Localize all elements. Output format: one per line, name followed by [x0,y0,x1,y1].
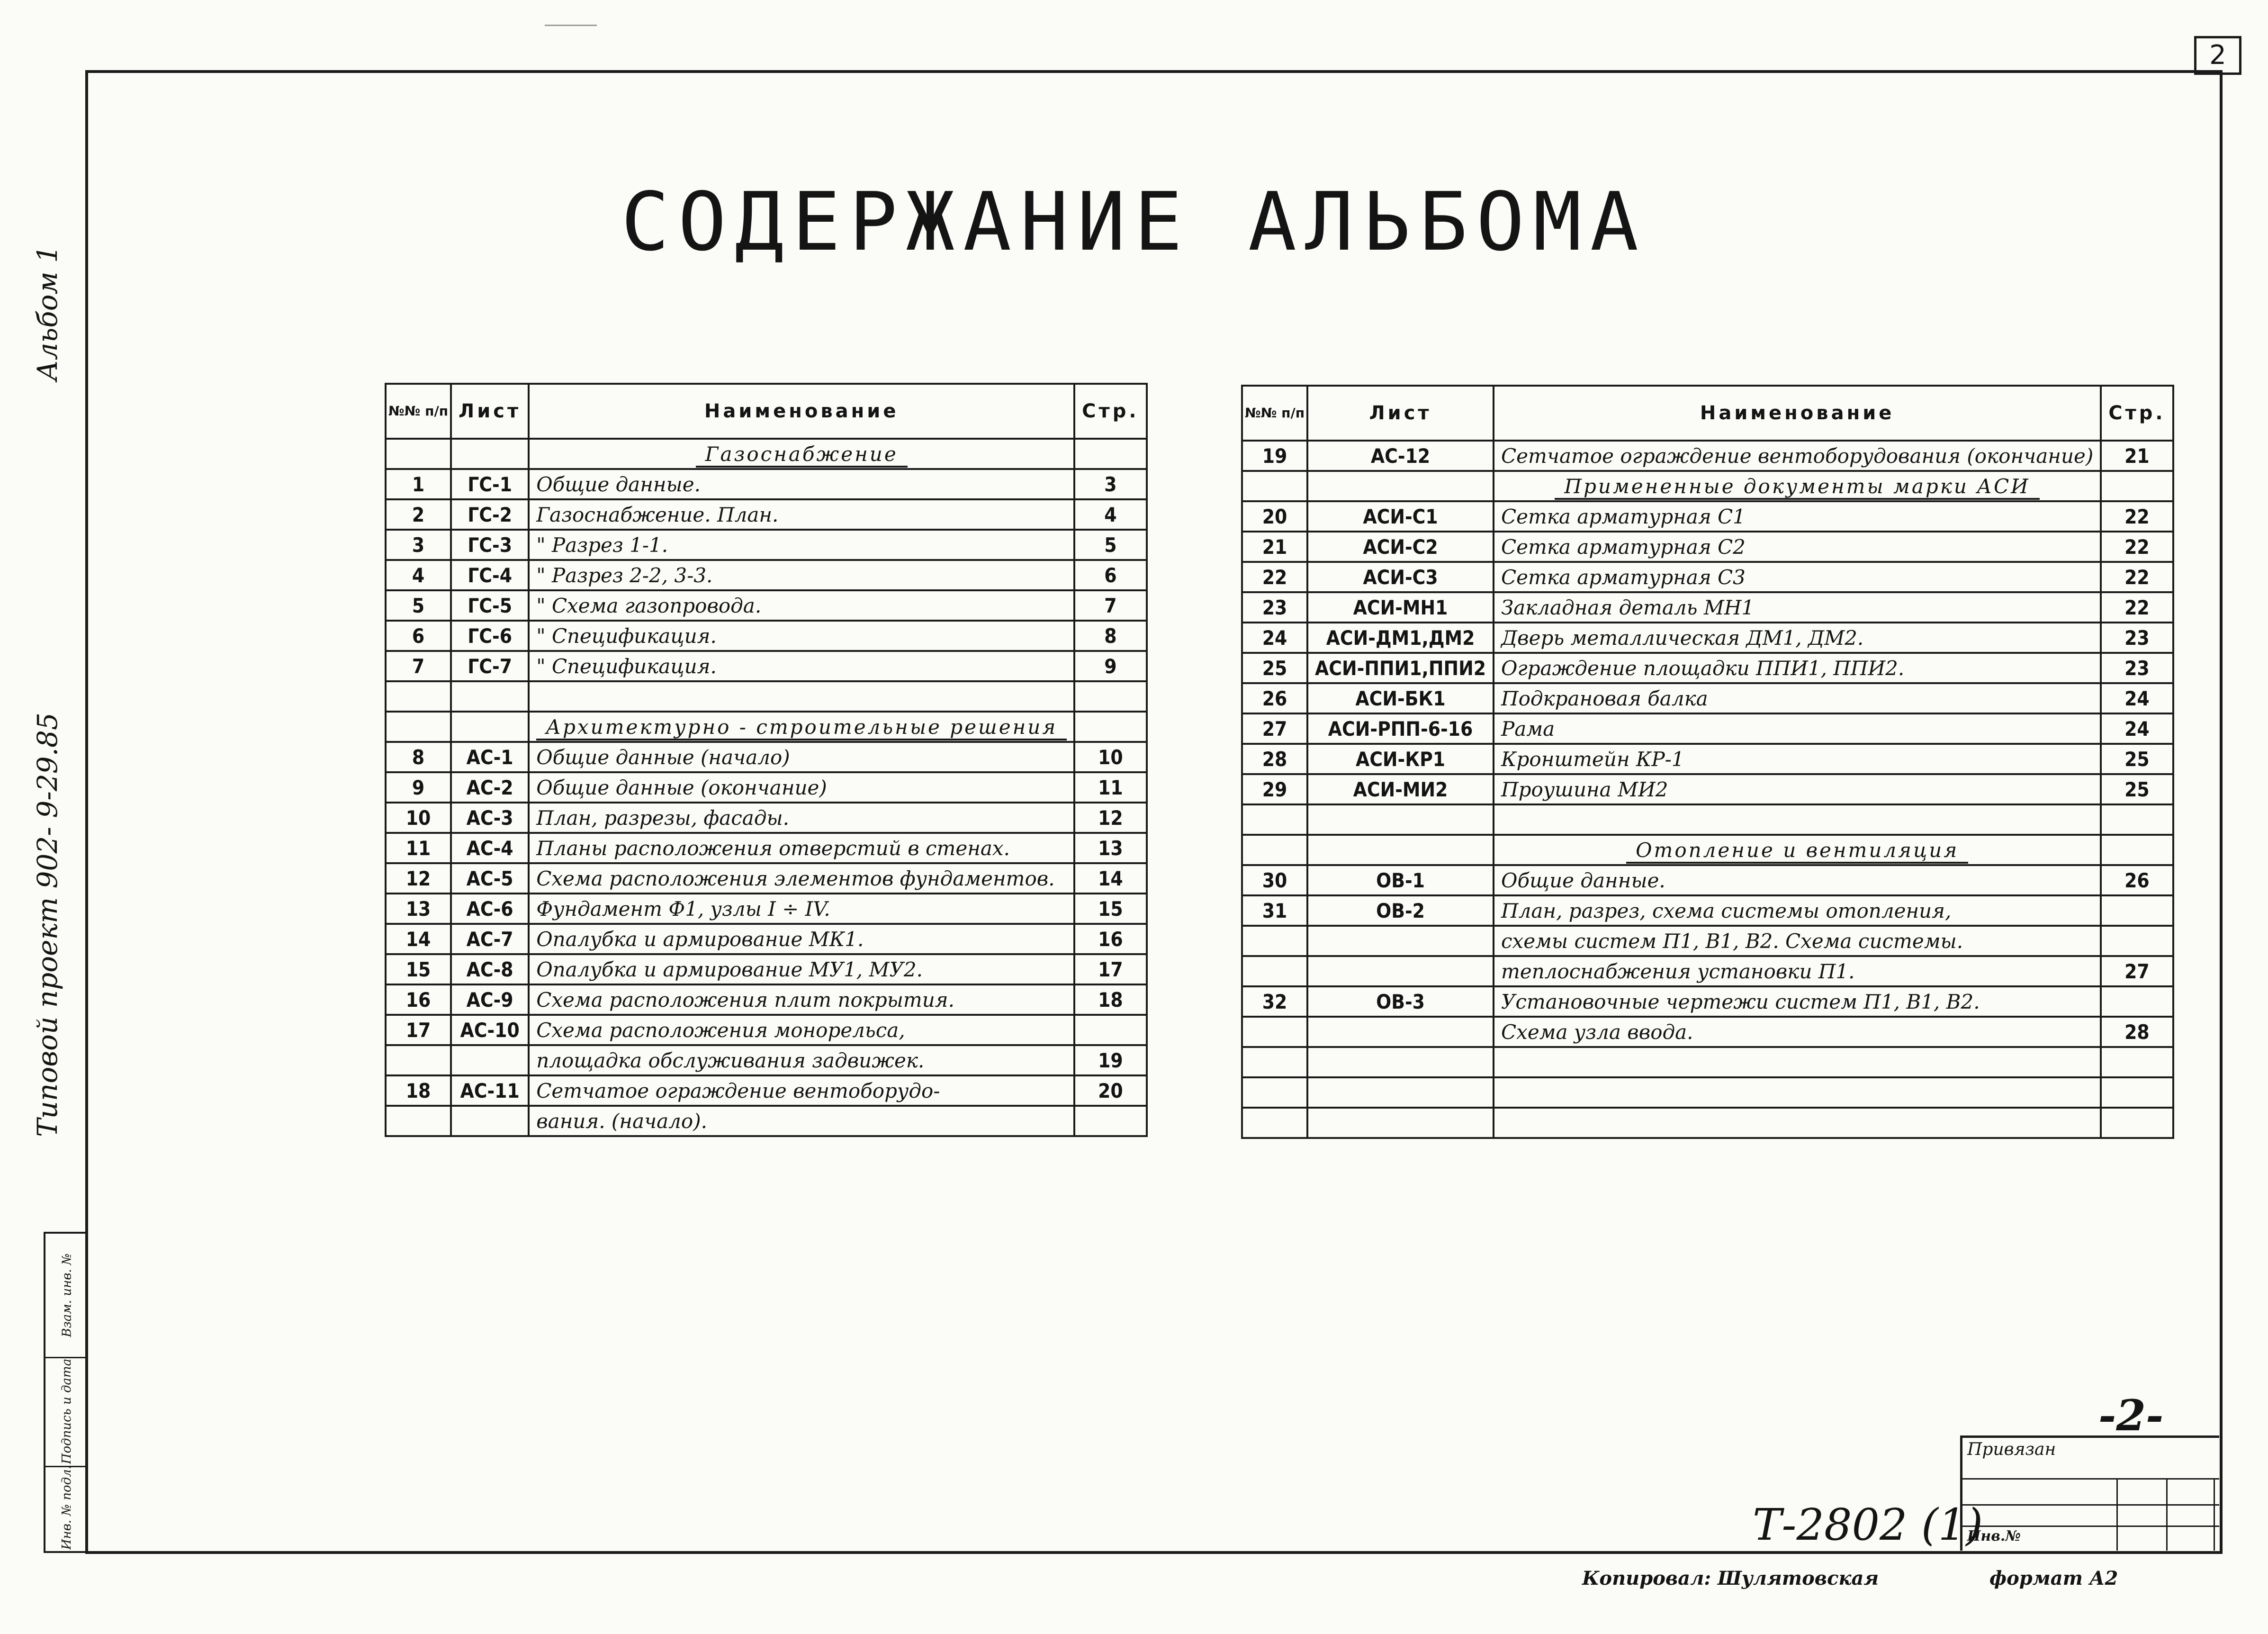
cell-name: Схема узла ввода. [1494,1017,2101,1047]
table-row [1242,804,2173,835]
cell-name: Закладная деталь МН1 [1494,592,2101,623]
cell-num: 3 [386,530,451,560]
table-row [1242,1108,2173,1138]
table-row [1242,986,2173,1017]
sheet-number: 2 [2194,36,2241,75]
cell-name: Схема расположения элементов фундаментов. [529,863,1074,894]
cell-page [2101,835,2173,865]
cell-sheet: АС-1 [451,742,529,772]
table-row [1242,744,2173,774]
table-row [386,681,1147,712]
contents-table-left [385,383,1148,1137]
table-row [1242,532,2173,562]
cell-page: 9 [1074,651,1146,681]
cell-sheet [1307,471,1494,501]
cell-page: 8 [1074,621,1146,651]
side-note-project: Типовой проект 902- 9-29.85 [31,713,63,1137]
cell-sheet [1307,1017,1494,1047]
cell-page: 23 [2101,653,2173,683]
cell-page: 25 [2101,774,2173,804]
table-row [386,803,1147,833]
cell-num: 11 [386,833,451,863]
cell-sheet: АС-7 [451,924,529,954]
header-name: Наименование [1494,386,2101,441]
cell-sheet: АС-11 [451,1075,529,1106]
copied-by: Копировал: Шулятовская [1582,1567,1879,1589]
header-sheet: Лист [451,384,529,439]
cell-page: 18 [1074,984,1146,1015]
table-row [1242,592,2173,623]
cell-name: " Спецификация. [529,621,1074,651]
cell-page: 22 [2101,592,2173,623]
cell-num: 30 [1242,865,1307,895]
cell-sheet: ОВ-3 [1307,986,1494,1017]
cell-name: Газоснабжение. План. [529,499,1074,530]
table-row [386,1015,1147,1045]
cell-num: 15 [386,954,451,984]
table-row [386,499,1147,530]
cell-name: Общие данные (окончание) [529,772,1074,803]
cell-name: Сетчатое ограждение вентоборудования (окончание) [1494,441,2101,471]
section-row [1242,835,2173,865]
title-block-line [1962,1478,2219,1480]
cell-page: 22 [2101,532,2173,562]
cell-num: 1 [386,469,451,499]
table-row [1242,623,2173,653]
cell-sheet: АС-10 [451,1015,529,1045]
header-page: Стр. [1074,384,1146,439]
section-title-text: Отопление и вентиляция [1626,839,1968,864]
cell-name [529,681,1074,712]
cell-sheet: ГС-3 [451,530,529,560]
cell-num: 14 [386,924,451,954]
inventory-label: Инв.№ [1967,1528,2021,1544]
cell-name: Общие данные (начало) [529,742,1074,772]
cell-page: 15 [1074,894,1146,924]
cell-num: 32 [1242,986,1307,1017]
page-title: СОДЕРЖАНИЕ АЛЬБОМА [621,175,1647,269]
cell-sheet: АС-8 [451,954,529,984]
table-row [386,894,1147,924]
cell-sheet [451,439,529,469]
cell-name [1494,1047,2101,1077]
table-row [386,1075,1147,1106]
cell-name: Общие данные. [1494,865,2101,895]
cell-num: 2 [386,499,451,530]
cell-sheet: ОВ-2 [1307,895,1494,926]
cell-page [2101,1047,2173,1077]
cell-sheet [1307,804,1494,835]
cell-num [386,439,451,469]
cell-page [2101,471,2173,501]
cell-page: 12 [1074,803,1146,833]
cell-name: План, разрез, схема системы отопления, [1494,895,2101,926]
cell-sheet: АСИ-ДМ1,ДМ2 [1307,623,1494,653]
cell-sheet: АСИ-КР1 [1307,744,1494,774]
cell-name: " Разрез 2-2, 3-3. [529,560,1074,590]
cell-num: 28 [1242,744,1307,774]
contents-table-right [1241,385,2174,1139]
cell-name: Проушина МИ2 [1494,774,2101,804]
cell-name: Подкрановая балка [1494,683,2101,713]
cell-num: 25 [1242,653,1307,683]
header-sheet: Лист [1307,386,1494,441]
stamp-cell-replace: Взам. инв. № [45,1234,88,1358]
cell-page [1074,681,1146,712]
cell-name: Кронштейн КР-1 [1494,744,2101,774]
cell-num: 9 [386,772,451,803]
cell-num: 12 [386,863,451,894]
cell-name: Рама [1494,713,2101,744]
cell-num: 21 [1242,532,1307,562]
cell-sheet: ОВ-1 [1307,865,1494,895]
cell-sheet: АС-9 [451,984,529,1015]
title-block-line [2214,1478,2215,1551]
header-num: №№ п/п [1242,386,1307,441]
cell-page: 22 [2101,562,2173,592]
cell-name: Схема расположения монорельса, [529,1015,1074,1045]
table-row [1242,441,2173,471]
cell-num: 27 [1242,713,1307,744]
cell-sheet [451,1106,529,1136]
cell-page [1074,1106,1146,1136]
cell-num [1242,926,1307,956]
cell-sheet: ГС-4 [451,560,529,590]
table-row [1242,774,2173,804]
cell-name: План, разрезы, фасады. [529,803,1074,833]
table-row [386,1106,1147,1136]
cell-page: 24 [2101,713,2173,744]
cell-sheet: АСИ-МИ2 [1307,774,1494,804]
cell-sheet: ГС-6 [451,621,529,651]
cell-num: 19 [1242,441,1307,471]
stamp-cell-signature: Подпись и дата [45,1357,88,1467]
table-row [1242,501,2173,532]
cell-page: 22 [2101,501,2173,532]
cell-page [2101,804,2173,835]
cell-sheet: АС-2 [451,772,529,803]
cell-page: 17 [1074,954,1146,984]
cell-num: 4 [386,560,451,590]
cell-page: 14 [1074,863,1146,894]
cell-page: 25 [2101,744,2173,774]
cell-name [1494,804,2101,835]
attached-label: Привязан [1967,1440,2056,1459]
cell-num: 6 [386,621,451,651]
cell-sheet [1307,1047,1494,1077]
cell-num: 5 [386,590,451,621]
cell-name: " Схема газопровода. [529,590,1074,621]
cell-num: 20 [1242,501,1307,532]
format-label: формат А2 [1989,1567,2118,1589]
table-row [386,863,1147,894]
table-row [1242,562,2173,592]
cell-name: Сетка арматурная С2 [1494,532,2101,562]
title-block [1960,1435,2219,1551]
cell-sheet [451,1045,529,1075]
cell-sheet: ГС-7 [451,651,529,681]
table-row [1242,895,2173,926]
cell-sheet: АСИ-БК1 [1307,683,1494,713]
cell-sheet: АС-3 [451,803,529,833]
cell-num: 22 [1242,562,1307,592]
cell-name [1494,1077,2101,1108]
table-row [1242,1047,2173,1077]
cell-sheet [1307,1077,1494,1108]
cell-sheet [1307,835,1494,865]
cell-num: 16 [386,984,451,1015]
cell-num [1242,1047,1307,1077]
table-row [386,833,1147,863]
cell-name: Сетчатое ограждение вентоборудо- [529,1075,1074,1106]
cell-sheet: АС-6 [451,894,529,924]
cell-sheet: ГС-2 [451,499,529,530]
cell-num [1242,835,1307,865]
cell-page: 4 [1074,499,1146,530]
cell-page: 23 [2101,623,2173,653]
table-header-row [386,384,1147,439]
cell-page [2101,895,2173,926]
cell-sheet: АС-4 [451,833,529,863]
cell-name: вания. (начало). [529,1106,1074,1136]
table-row [1242,865,2173,895]
cell-num [1242,956,1307,986]
cell-page [2101,1077,2173,1108]
cell-page: 13 [1074,833,1146,863]
cell-sheet: АСИ-ППИ1,ППИ2 [1307,653,1494,683]
project-code: Т-2802 (1) [1753,1499,1983,1550]
cell-sheet: ГС-5 [451,590,529,621]
cell-page: 7 [1074,590,1146,621]
cell-page: 11 [1074,772,1146,803]
table-row [386,742,1147,772]
section-row [386,439,1147,469]
cell-sheet [451,681,529,712]
title-block-line [2166,1478,2168,1551]
cell-page: 28 [2101,1017,2173,1047]
section-row [1242,471,2173,501]
cell-num: 24 [1242,623,1307,653]
cell-num: 17 [386,1015,451,1045]
cell-sheet [1307,1108,1494,1138]
section-title-text: Примененные документы марки АСИ [1555,475,2039,500]
cell-num: 31 [1242,895,1307,926]
cell-page [2101,1108,2173,1138]
cell-sheet [451,712,529,742]
title-block-line [2116,1478,2118,1551]
cell-name: " Разрез 1-1. [529,530,1074,560]
cell-num: 7 [386,651,451,681]
side-note-album: Альбом 1 [31,245,63,381]
cell-page [1074,439,1146,469]
cell-name: Схема расположения плит покрытия. [529,984,1074,1015]
cell-name: Общие данные. [529,469,1074,499]
cell-sheet [1307,956,1494,986]
cell-page: 27 [2101,956,2173,986]
cell-name: Сетка арматурная С3 [1494,562,2101,592]
section-title [529,439,1074,469]
section-title [1494,471,2101,501]
cell-sheet: АС-12 [1307,441,1494,471]
table-row [1242,653,2173,683]
cell-name: схемы систем П1, В1, В2. Схема системы. [1494,926,2101,956]
cell-page: 5 [1074,530,1146,560]
cell-page: 20 [1074,1075,1146,1106]
cell-num [1242,804,1307,835]
cell-num [1242,1077,1307,1108]
cell-name [1494,1108,2101,1138]
table-row [386,772,1147,803]
title-block-line [1962,1526,2219,1527]
table-header-row [1242,386,2173,441]
cell-num [1242,471,1307,501]
page-mark: -2- [2098,1390,2164,1441]
cell-page [1074,1015,1146,1045]
cell-sheet: АСИ-РПП-6-16 [1307,713,1494,744]
table-row [1242,683,2173,713]
side-note [19,0,76,1137]
cell-num [386,1106,451,1136]
cell-page: 24 [2101,683,2173,713]
cell-name: Ограждение площадки ППИ1, ППИ2. [1494,653,2101,683]
cell-num [1242,1017,1307,1047]
table-row [386,530,1147,560]
table-row [386,560,1147,590]
header-page: Стр. [2101,386,2173,441]
cell-sheet: АСИ-С3 [1307,562,1494,592]
section-row [386,712,1147,742]
cell-sheet: ГС-1 [451,469,529,499]
cell-sheet: АСИ-МН1 [1307,592,1494,623]
cell-page: 16 [1074,924,1146,954]
cell-name: Фундамент Ф1, узлы I ÷ IV. [529,894,1074,924]
table-row [386,924,1147,954]
header-name: Наименование [529,384,1074,439]
table-row [1242,713,2173,744]
cell-page [1074,712,1146,742]
table-row [1242,1017,2173,1047]
cell-num: 29 [1242,774,1307,804]
cell-name: Опалубка и армирование МУ1, МУ2. [529,954,1074,984]
title-block-line [1962,1504,2219,1506]
cell-name: Сетка арматурная С1 [1494,501,2101,532]
cell-page [2101,926,2173,956]
cell-name: Дверь металлическая ДМ1, ДМ2. [1494,623,2101,653]
header-num: №№ п/п [386,384,451,439]
cell-name: Опалубка и армирование МК1. [529,924,1074,954]
table-row [386,651,1147,681]
cell-sheet: АСИ-С2 [1307,532,1494,562]
cell-sheet [1307,926,1494,956]
cell-num: 23 [1242,592,1307,623]
cell-page: 26 [2101,865,2173,895]
cell-name: площадка обслуживания задвижек. [529,1045,1074,1075]
table-row [386,621,1147,651]
section-title-text: Газоснабжение [696,442,908,468]
cell-num [386,712,451,742]
table-row [1242,926,2173,956]
cell-page: 19 [1074,1045,1146,1075]
cell-num: 26 [1242,683,1307,713]
cell-num: 10 [386,803,451,833]
cell-num [386,1045,451,1075]
table-row [1242,1077,2173,1108]
cell-page: 3 [1074,469,1146,499]
cell-name: теплоснабжения установки П1. [1494,956,2101,986]
table-row [1242,956,2173,986]
cell-num: 13 [386,894,451,924]
cell-page: 21 [2101,441,2173,471]
section-title [1494,835,2101,865]
cell-page: 10 [1074,742,1146,772]
table-row [386,590,1147,621]
section-title-text: Архитектурно - строительные решения [536,715,1067,740]
cell-name: Планы расположения отверстий в стенах. [529,833,1074,863]
cell-sheet: АС-5 [451,863,529,894]
table-row [386,954,1147,984]
cell-sheet: АСИ-С1 [1307,501,1494,532]
cell-num: 8 [386,742,451,772]
table-row [386,984,1147,1015]
cell-page: 6 [1074,560,1146,590]
cell-num [386,681,451,712]
table-row [386,469,1147,499]
side-stamp [44,1232,88,1553]
cell-name: " Спецификация. [529,651,1074,681]
scan-margin-mark [545,25,597,26]
cell-num [1242,1108,1307,1138]
table-row [386,1045,1147,1075]
cell-name: Установочные чертежи систем П1, В1, В2. [1494,986,2101,1017]
cell-num: 18 [386,1075,451,1106]
stamp-cell-inventory: Инв. № подл. [60,1465,74,1550]
section-title [529,712,1074,742]
cell-page [2101,986,2173,1017]
